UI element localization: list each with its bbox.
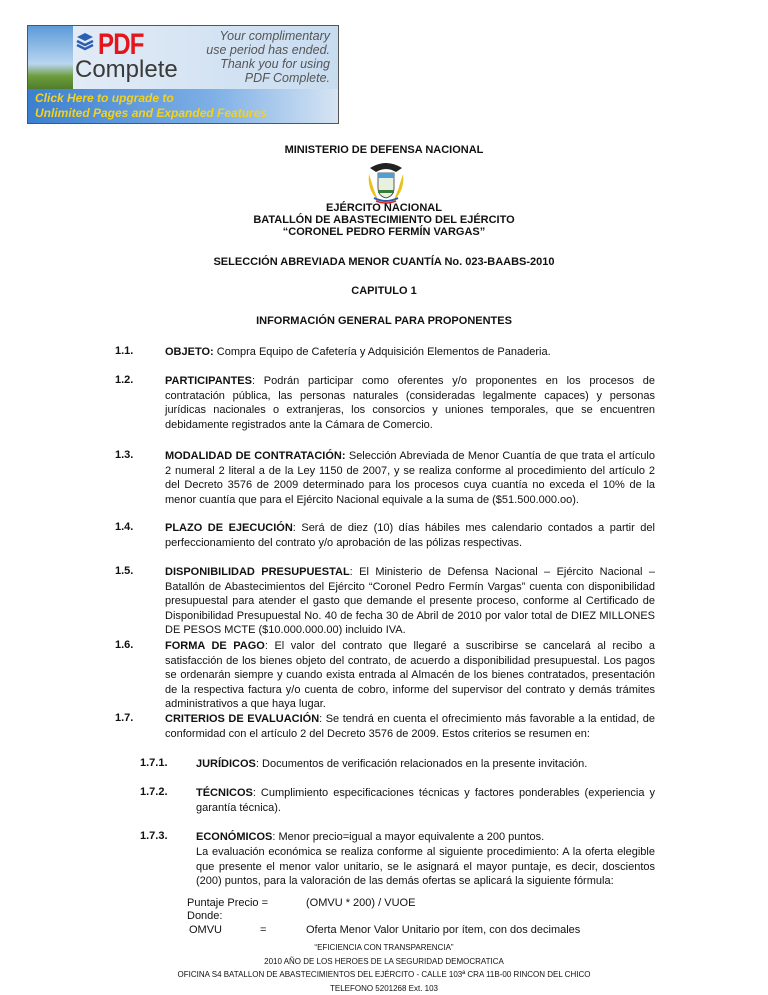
section-text: Compra Equipo de Cafetería y Adquisición Elementos de Panaderia. bbox=[214, 346, 551, 358]
section-body bbox=[165, 521, 655, 550]
selection-title: SELECCIÓN ABREVIADA MENOR CUANTÍA No. 023-BAABS-2010 bbox=[0, 256, 768, 268]
formula-rhs: (OMVU * 200) / VUOE bbox=[306, 897, 415, 909]
section-text: : El valor del contrato que llegaré a suscribirse se cancelará al recibo a satisfacción de los bienes objeto del contrato, de acuerdo a disponibilidad presupuestal. Los pagos se ordenarán siempre y cuando exista entrada al Almacén de los bienes contratados, presentación de la respectiva factura y/o cuenta de cobro, informe del supervisor del contrato y demás trámites administrativos a que haya lugar. bbox=[165, 640, 655, 710]
section-title: INFORMACIÓN GENERAL PARA PROPONENTES bbox=[0, 315, 768, 327]
message-line: use period has ended. bbox=[206, 43, 330, 57]
section-text: : Se tendrá en cuenta el ofrecimiento más favorable a la entidad, de conformidad con el artículo 2 del Decreto 3576 de 2009. Estos criterios se resumen en: bbox=[165, 713, 655, 740]
section-number: 1.4. bbox=[115, 521, 133, 533]
formula-def-term: OMVU bbox=[189, 924, 222, 936]
upgrade-banner[interactable] bbox=[27, 25, 339, 124]
banner-message bbox=[206, 29, 330, 85]
formula-where: Donde: bbox=[187, 910, 222, 922]
subsection-body bbox=[196, 786, 655, 815]
footer-address: OFICINA S4 BATALLON DE ABASTECIMIENTOS DEL EJÉRCITO - CALLE 103ª CRA 11B-00 RINCON DEL CHICO bbox=[27, 968, 741, 982]
army-title: EJÉRCITO NACIONAL bbox=[0, 202, 768, 214]
formula-def-eq: = bbox=[260, 924, 266, 936]
upgrade-line[interactable]: Click Here to upgrade to bbox=[35, 91, 267, 106]
section-label: FORMA DE PAGO bbox=[165, 640, 265, 652]
layers-icon bbox=[76, 32, 94, 52]
section-label: DISPONIBILIDAD PRESUPUESTAL bbox=[165, 566, 350, 578]
formula-lhs: Puntaje Precio = bbox=[187, 897, 268, 909]
section-label: MODALIDAD DE CONTRATACIÓN: bbox=[165, 450, 345, 462]
section-number: 1.2. bbox=[115, 374, 133, 386]
section-text: : Podrán participar como oferentes y/o proponentes en los procesos de contratación pública, las personas naturales (consideradas legalmente capaces) y personas jurídicas nacionales o extranjeras, los consorcios y uniones temporales, que se encuentren debidamente registrados ante la Cámara de Comercio. bbox=[165, 375, 655, 431]
banner-photo bbox=[28, 26, 73, 89]
section-body bbox=[165, 639, 655, 712]
message-line: Your complimentary bbox=[206, 29, 330, 43]
section-label: OBJETO: bbox=[165, 346, 214, 358]
banner-brand-pdf: PDF bbox=[98, 28, 144, 62]
subsection-label: TÉCNICOS bbox=[196, 787, 253, 799]
subsection-text: : Menor precio=igual a mayor equivalente a 200 puntos. bbox=[272, 831, 544, 843]
chapter-title: CAPITULO 1 bbox=[0, 285, 768, 297]
section-body bbox=[165, 449, 655, 507]
section-body bbox=[165, 374, 655, 432]
section-body bbox=[165, 565, 655, 638]
ministry-title: MINISTERIO DE DEFENSA NACIONAL bbox=[0, 144, 768, 156]
section-body bbox=[165, 345, 655, 360]
battalion-title: BATALLÓN DE ABASTECIMIENTO DEL EJÉRCITO bbox=[0, 214, 768, 226]
subsection-label: JURÍDICOS bbox=[196, 758, 256, 770]
subsection-body bbox=[196, 830, 655, 845]
subsection-number: 1.7.2. bbox=[140, 786, 168, 798]
section-text: Selección Abreviada de Menor Cuantía de que trata el artículo 2 numeral 2 literal a de la Ley 1150 de 2007, y se realiza conforme al procedimiento del artículo 2 del Decreto 3576 de 2009 determinado para los procesos cuya cuantía no exceda el 10% de la menor cuantía que para el Ejército Nacional equivale a la suma de ($51.500.000.oo). bbox=[165, 450, 655, 506]
subsection-body bbox=[196, 757, 655, 772]
banner-header bbox=[28, 26, 338, 89]
page-footer bbox=[27, 941, 741, 995]
section-number: 1.1. bbox=[115, 345, 133, 357]
subsection-label: ECONÓMICOS bbox=[196, 831, 272, 843]
footer-phone: TELEFONO 5201268 Ext. 103 bbox=[27, 982, 741, 995]
formula-def-text: Oferta Menor Valor Unitario por ítem, con dos decimales bbox=[306, 924, 580, 936]
section-number: 1.5. bbox=[115, 565, 133, 577]
subsection-number: 1.7.3. bbox=[140, 830, 168, 842]
section-number: 1.3. bbox=[115, 449, 133, 461]
subsection-text: : Documentos de verificación relacionados en la presente invitación. bbox=[256, 758, 587, 770]
section-label: CRITERIOS DE EVALUACIÓN bbox=[165, 713, 319, 725]
banner-brand-complete: Complete bbox=[75, 56, 178, 84]
coat-of-arms-icon bbox=[366, 160, 406, 204]
upgrade-line[interactable]: Unlimited Pages and Expanded Features bbox=[35, 106, 267, 121]
footer-year: 2010 AÑO DE LOS HEROES DE LA SEGURIDAD DEMOCRATICA bbox=[27, 955, 741, 969]
section-body bbox=[165, 712, 655, 741]
subsection-number: 1.7.1. bbox=[140, 757, 168, 769]
upgrade-link[interactable] bbox=[28, 89, 338, 124]
section-label: PARTICIPANTES bbox=[165, 375, 252, 387]
colonel-title: “CORONEL PEDRO FERMÍN VARGAS” bbox=[0, 226, 768, 238]
section-number: 1.6. bbox=[115, 639, 133, 651]
section-label: PLAZO DE EJECUCIÓN bbox=[165, 522, 293, 534]
section-text: : El Ministerio de Defensa Nacional – Ejército Nacional – Batallón de Abastecimientos del Ejército “Coronel Pedro Fermín Vargas” cuenta con disponibilidad presupuestal para atender el gasto que demande el presente proceso, conforme al Certificado de Disponibilidad Presupuestal No. 40 de fecha 30 de Abril de 2010 por valor total de DIEZ MILLONES DE PESOS MCTE ($10.000.000.00) incluido IVA. bbox=[165, 566, 655, 636]
footer-motto: “EFICIENCIA CON TRANSPARENCIA” bbox=[27, 941, 741, 955]
message-line: Thank you for using bbox=[206, 57, 330, 71]
section-number: 1.7. bbox=[115, 712, 133, 724]
section-text: : Será de diez (10) días hábiles mes calendario contados a partir del perfeccionamiento del contrato y/o aprobación de las pólizas respectivas. bbox=[165, 522, 655, 549]
subsection-paragraph: La evaluación económica se realiza conforme al siguiente procedimiento: A la oferta elegible que presente el menor valor unitario, se le asignará el mayor puntaje, es decir, doscientos (200) puntos, para la valoración de las demás ofertas se aplicará la siguiente fórmula: bbox=[196, 845, 655, 889]
message-line: PDF Complete. bbox=[206, 71, 330, 85]
subsection-text: : Cumplimiento especificaciones técnicas y factores ponderables (experiencia y garantía técnica). bbox=[196, 787, 655, 814]
